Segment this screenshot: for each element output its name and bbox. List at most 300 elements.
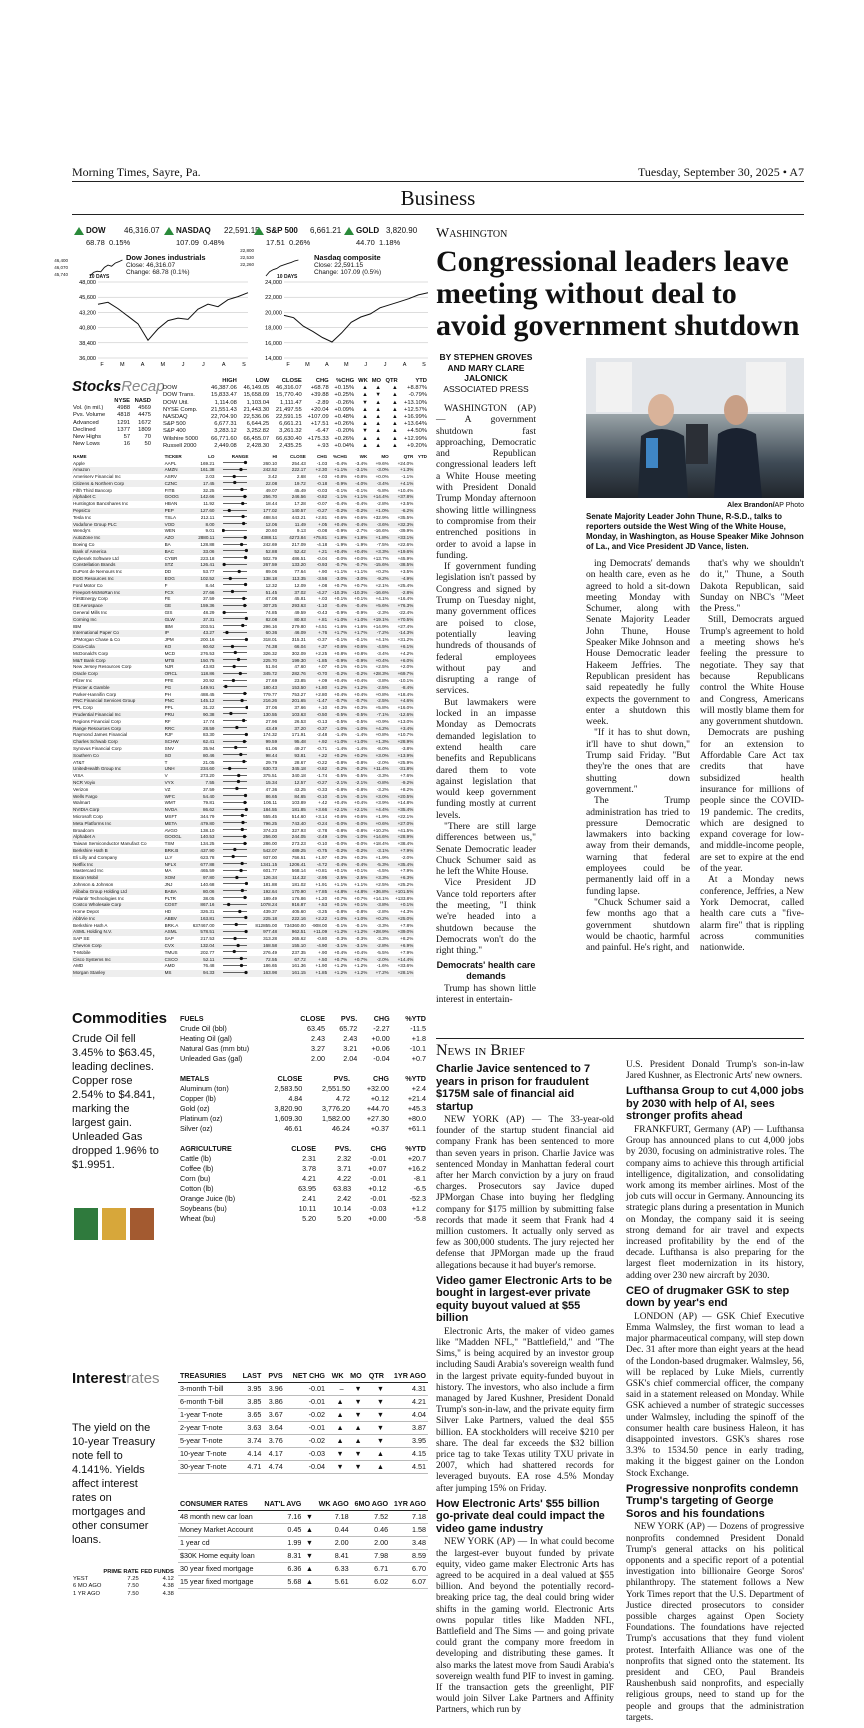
cell: V: [164, 773, 168, 779]
cell: +14.8%: [397, 800, 414, 806]
stock-row: [72, 929, 428, 936]
cell: -0.26%: [335, 399, 355, 406]
column-header: [303, 1498, 315, 1511]
x-tick-label: J: [202, 362, 205, 368]
cell: +2.1%: [375, 582, 389, 588]
cell: XOM: [164, 875, 187, 882]
stock-row: [72, 868, 428, 875]
consumer-rate-row: [178, 1537, 428, 1550]
cell: +4.51: [315, 623, 328, 629]
cell: 49.27: [294, 745, 306, 751]
cell: ▲: [391, 399, 398, 406]
cell: 66.04: [278, 644, 307, 651]
cell: +.90: [318, 949, 328, 955]
cell: 242.52: [249, 467, 278, 474]
cell: 796.25: [249, 820, 278, 827]
cell: +4.50%: [407, 428, 427, 435]
nas-box-title: Nasdaq composite: [314, 253, 381, 262]
cell: AMZN: [164, 467, 187, 474]
cell: +0.1%: [390, 902, 415, 909]
cell: -0.2%: [348, 508, 368, 515]
cell: -0.4%: [355, 501, 368, 507]
cell: 3.87: [386, 1422, 428, 1435]
cell: +0.2%: [368, 915, 389, 922]
stock-row: [72, 630, 428, 637]
cell: -38.5%: [390, 562, 415, 569]
range-bar: [215, 596, 249, 603]
commodity-row: [178, 1164, 428, 1174]
x-tick-label: S: [422, 362, 426, 368]
cell: 340.18: [291, 773, 306, 779]
volume-row: [72, 427, 152, 434]
cell: 6.36: [260, 1563, 303, 1576]
cell: 2,435.25: [279, 442, 302, 449]
range-bar: [215, 480, 249, 487]
cell: 345.72: [249, 671, 278, 678]
cell: ▼: [327, 1448, 346, 1461]
cell: +1.0%: [348, 616, 368, 623]
cell: 153.50: [278, 684, 307, 691]
cell: Cyberark Software Ltd: [73, 555, 119, 561]
dow-box: [126, 254, 206, 277]
cell: ▲: [375, 421, 382, 428]
cell: 46,316.07: [275, 385, 302, 392]
spark-chg: 107.09: [176, 238, 199, 247]
cell: +0.4%: [328, 521, 348, 528]
cell: +16.0%: [397, 705, 414, 711]
cell: 161.38: [187, 467, 216, 474]
index-line: [284, 293, 428, 342]
spark-value: 3,820.90: [386, 226, 418, 235]
cell: -9.2%: [368, 576, 389, 583]
cell: -0.2%: [328, 671, 348, 678]
cell: IBM: [164, 623, 173, 629]
cell: ▲: [327, 1396, 346, 1409]
cell: +19.1%: [368, 616, 389, 623]
cell: -2.8%: [368, 943, 389, 950]
cell: -4.5%: [376, 868, 389, 874]
nas-box-close: Close: 22,591.15: [314, 261, 364, 269]
cell: Meta Platforms Inc: [72, 820, 164, 827]
cell: Wendy's: [73, 528, 91, 534]
cell: +1.6%: [334, 623, 348, 629]
photo-caption: Senate Majority Leader John Thune, R-S.D., talks to reporters outside the West Wing of the White House, Monday, in Washington, as House Speaker Mike Johnson of La., and Vice President JD Vance, listen.: [586, 512, 804, 551]
cell: Microsoft Corp: [73, 813, 103, 819]
oil-drum-icon: [74, 1208, 98, 1240]
cell: -0.3%: [355, 936, 368, 942]
cell: M&T Bank Corp: [72, 657, 164, 664]
cell: 181.88: [263, 881, 278, 887]
range-bar: [215, 542, 249, 549]
article-col-2: [586, 559, 690, 954]
cell: -0.4%: [348, 603, 368, 610]
cell: 225.18: [249, 915, 278, 922]
column-header: CONSUMER RATES: [178, 1498, 260, 1511]
cell: ▲: [375, 442, 382, 449]
column-header: %CHG: [332, 454, 348, 459]
cell: -3.0%: [348, 576, 368, 583]
cell: 7.25: [127, 1576, 139, 1583]
cell: +.08: [318, 582, 328, 588]
range-bar: [215, 861, 249, 868]
cell: ▼: [362, 428, 368, 435]
x-tick-label: J: [181, 362, 185, 368]
x-tick-label: J: [383, 362, 387, 368]
column-header: NET CHG: [285, 1370, 327, 1383]
cell: -0.22: [316, 759, 328, 765]
cell: -4.18: [316, 542, 328, 548]
range-bar: [215, 807, 249, 814]
cell: Broadcom: [73, 827, 94, 833]
cell: 4.04: [386, 1409, 428, 1422]
cell: ▲: [362, 442, 368, 449]
column-header: MO: [381, 454, 389, 459]
cell: 3.67: [263, 1409, 284, 1422]
prime-row: [72, 1583, 175, 1590]
cell: 200.16: [200, 637, 215, 643]
cell: PG: [164, 684, 187, 691]
stock-row: [72, 807, 428, 814]
cell: +.09: [318, 678, 328, 683]
cell: -0.5%: [328, 711, 348, 718]
cell: Range Resources Corp: [72, 725, 164, 732]
cell: +0.26%: [334, 435, 355, 442]
cell: 149.91: [187, 684, 216, 691]
cell: 80.06: [187, 888, 216, 895]
cell: AbbVie Inc: [72, 915, 164, 922]
cell: 98.44: [249, 752, 278, 759]
cell: -0.1%: [335, 637, 348, 643]
cell: PPL Corp: [73, 705, 93, 711]
cell: 734360.00: [284, 922, 306, 928]
commodity-row: [178, 1214, 428, 1224]
column-header: PVS.: [334, 1144, 352, 1153]
cell: -0.2%: [348, 847, 368, 854]
range-bar: [215, 521, 249, 528]
cell: ▲: [391, 414, 398, 421]
cell: +1.1%: [328, 467, 348, 474]
article-col-3: [700, 559, 804, 954]
cell: -0.2%: [328, 766, 348, 773]
cell: 4.51: [386, 1461, 428, 1474]
cell: 3,261.32: [279, 428, 302, 435]
cell: PepsiCo: [72, 508, 164, 515]
cell: +4.6%: [390, 698, 415, 705]
cell: 479.80: [187, 820, 216, 827]
range-bar: [215, 678, 249, 685]
cell: 168.58: [249, 943, 278, 950]
cell: 61.06: [265, 745, 278, 751]
cell: -1.0%: [348, 834, 368, 841]
cell: +3.4%: [390, 725, 415, 732]
cell: 753.27: [291, 691, 306, 697]
column-header: WK: [327, 1370, 346, 1383]
cell: Natural Gas (mm btu): [180, 1044, 250, 1053]
spark-chg: 68.78: [86, 238, 105, 247]
cell: 867.16: [187, 902, 216, 909]
cell: 47.60: [294, 664, 306, 670]
cell: 8.31: [260, 1550, 303, 1563]
cell: +28.9%: [390, 834, 415, 841]
cell: Regions Financial Corp: [73, 718, 121, 724]
cell: 15,770.40: [275, 392, 302, 399]
cell: 242.69: [263, 542, 278, 548]
cell: +16.2: [407, 1164, 426, 1173]
range-bar: [215, 841, 249, 848]
cell: 5.20: [302, 1214, 317, 1223]
cell: 3.64: [263, 1422, 284, 1435]
cell: +1.80: [307, 684, 328, 691]
cell: -3.3%: [376, 936, 389, 942]
cell: +0.4%: [354, 678, 368, 683]
cell: SO: [164, 752, 187, 759]
cell: +27.30: [366, 1114, 390, 1123]
stock-row: [72, 460, 428, 467]
cell: +33.6%: [397, 963, 414, 969]
article-paragraph: Still, Democrats argued Trump's agreement to hold a meeting shows he's feeling the pressure to negotiate. They say that because Republicans control the White House and Congress, Americans will mostly blame them for any government shutdown.: [700, 615, 804, 728]
cell: -3.1%: [368, 847, 389, 854]
cell: 127.60: [187, 508, 216, 515]
cell: +10.7%: [397, 732, 414, 738]
x-tick-label: A: [402, 362, 407, 368]
cell: WFC: [164, 793, 187, 800]
cell: 10.14: [333, 1204, 352, 1213]
cell: 3-month T-bill: [178, 1383, 237, 1396]
cell: BA: [164, 542, 171, 548]
cell: -1.10: [307, 603, 328, 610]
cell: 37.59: [202, 596, 215, 602]
cell: +0.0%: [375, 474, 389, 480]
cell: -0.7%: [328, 698, 348, 705]
cell: 779.77: [263, 691, 278, 697]
stock-row: [72, 644, 428, 651]
range-bar: [215, 793, 249, 800]
cell: 93.81: [278, 752, 307, 759]
stock-row: [72, 800, 428, 807]
cell: 163.81: [187, 915, 216, 922]
column-header: RANGE: [231, 454, 249, 459]
cell: -0.01: [370, 1154, 387, 1163]
cell: +4.1%: [390, 480, 415, 487]
cell: Declined: [73, 426, 96, 433]
range-bar: [215, 576, 249, 583]
cell: Orange Juice (lb): [180, 1194, 236, 1203]
cell: -0.75: [307, 847, 328, 854]
treasury-row: [178, 1409, 428, 1422]
brief-paragraph: NEW YORK (AP) — The 33-year-old founder of the startup student financial aid company Frank has been sentenced to more than seven years in prison. Charlie Javice was sentenced Monday in Manhattan federal court after her March conviction by a jury on fraud charges. Prosecutors say Javice duped JPMorgan Chase into buying her fledgling company for $175 million by submitting false records that made it seem that Frank had 4 million customers. It actually only served as few as 300,000 students. The jury rejected her defense that JPMorgan made up the fraud allegations because it had buyer's remorse.: [436, 1115, 614, 1271]
cell: Ford Motor Co: [73, 582, 103, 588]
cell: 6.71: [351, 1563, 390, 1576]
cell: -3.3%: [376, 773, 389, 779]
cell: +0.2%: [348, 752, 368, 759]
cell: 19.72: [278, 480, 307, 487]
cell: +.76: [307, 630, 328, 637]
cell: +80.0: [407, 1114, 426, 1123]
column-header: PVS.: [340, 1014, 358, 1023]
stock-row: [72, 725, 428, 732]
cell: 2.04: [343, 1054, 358, 1063]
brief-paragraph: FRANKFURT, Germany (AP) — Lufthansa Group has announced plans to cut 4,000 jobs by 2030, focusing on administrative roles. The company aims to achieve this through artificial intelligence, digitalization, and consolidating work among its member airlines. Most of the job cuts will occur in Germany. Announcing its strategic plans during a presentation in Munich on Monday, the company said it is seeing strong demand for air travel and expects increased profitability by the end of the decade. Lufthansa is also preparing for the largest fleet modernization in its history, adding over 230 new aircraft by 2030.: [626, 1124, 804, 1281]
cell: +1.90: [315, 963, 328, 969]
cell: -0.8%: [355, 827, 368, 833]
cell: 12.06: [249, 521, 278, 528]
cell: Cattle (lb): [180, 1154, 212, 1163]
cell: -0.33: [316, 786, 328, 792]
cell: Alphabet A: [72, 834, 164, 841]
y-tick-label: 24,000: [265, 280, 282, 286]
article-paragraph: Vice President JD Vance told reporters after the meeting, "I think we're headed into a shutdown because the Democrats won't do the right thing.": [436, 878, 536, 957]
cell: ▼: [327, 1461, 346, 1474]
cell: -1.4%: [355, 732, 368, 738]
cell: +6.9%: [390, 943, 415, 950]
cell: +.53: [307, 902, 328, 909]
cell: Cotton (lb): [180, 1184, 214, 1193]
cell: Wells Fargo: [72, 793, 164, 800]
range-bar: [215, 487, 249, 494]
cell: AT&T: [73, 759, 85, 765]
cell: 7.16: [260, 1511, 303, 1524]
spark-pct: 1.18%: [378, 238, 401, 247]
cell: -1.74: [316, 773, 328, 779]
cell: +18.4%: [397, 691, 414, 697]
cell: 1,111.47: [279, 399, 302, 406]
range-bar: [215, 637, 249, 644]
cell: GE Aerospace: [72, 603, 164, 610]
cell: 28.59: [187, 725, 216, 732]
cell: 150.75: [187, 657, 216, 664]
cell: 3,776.20: [322, 1104, 350, 1113]
cell: 977.48: [249, 929, 278, 936]
cell: NYSE Comp.: [163, 406, 198, 413]
range-bar: [215, 555, 249, 562]
section-title: Business: [72, 186, 804, 215]
cell: 3.21: [343, 1044, 358, 1053]
cell: +101.5%: [390, 888, 415, 895]
prime-table: PRIME RATE FED FUNDS YEST 7.25 4.12 6 MO AGO 7.50 4.38 1 YR AGO 7.50 4.38: [73, 1569, 174, 1597]
cell: +1.0%: [348, 739, 368, 746]
cell: HD: [164, 909, 172, 915]
cell: +.03: [318, 596, 328, 602]
cell: ▼: [362, 399, 368, 406]
cell: 542.07: [249, 847, 278, 854]
cell: AZO: [164, 535, 187, 542]
cell: -0.0%: [348, 820, 368, 827]
cell: 2.00: [315, 1537, 351, 1550]
brief-paragraph: NEW YORK (AP) — Dozens of progressive nonprofits condemned President Donald Trump's general attacks on his political opponents and a specific report of a potential investigation into billionaire George Soros' philanthropy. The statement follows a New York Times report that the U.S. Department of Justice directed prosecutors to consider possible charges against Open Society Foundations. The foundations have rejected Trump's accusations that they fund violent protest. Interfaith Alliance was one of the nonprofits that signed onto the statement. Its president and CEO, Paul Brandeis Raushenbush said nonprofits, and especially religious groups, need to stand up for the people and groups that the administration targets.: [626, 1522, 804, 1723]
range-bar: [215, 820, 249, 827]
cell: ▼: [346, 1448, 364, 1461]
cell: -5.5%: [376, 949, 389, 955]
column-header: CLOSE: [277, 1074, 303, 1083]
cell: ▲: [375, 406, 382, 413]
cell: +0.8%: [354, 474, 368, 480]
cell: -0.5%: [335, 718, 348, 724]
column-header: CHG: [370, 1144, 387, 1153]
cell: -3.0%: [328, 576, 348, 583]
cell: Russell 2000: [163, 442, 197, 449]
cell: 161.36: [291, 963, 306, 969]
cell: WMT: [164, 800, 176, 806]
cell: -0.27: [307, 508, 328, 515]
stock-row: [72, 847, 428, 854]
cell: Mastercard Inc: [73, 868, 104, 874]
group-name: FUELS: [180, 1014, 204, 1023]
cell: +1.8%: [368, 535, 389, 542]
cell: 222.16: [278, 915, 307, 922]
cell: +14.4%: [390, 956, 415, 963]
cell: -0.8%: [335, 909, 348, 915]
cell: 2.00: [311, 1054, 326, 1063]
cell: +1.7%: [328, 630, 348, 637]
cell: +1.0%: [348, 915, 368, 922]
cell: 51.45: [249, 589, 278, 596]
article-paragraph: WASHINGTON (AP) — A government shutdown fast approaching, Democratic and Republican congressional leaders left a White House meeting with President Donald Trump Monday afternoon showing little willingness to compromise from their entrenched positions in order to avoid a lapse in funding.: [436, 404, 536, 561]
cell: 4.74: [263, 1461, 284, 1474]
column-header: %YTD: [405, 1144, 426, 1153]
index-line: [98, 293, 248, 341]
cell: -0.4%: [335, 501, 348, 507]
cell: 2.31: [302, 1154, 317, 1163]
cell: ▲: [364, 1448, 386, 1461]
cell: 1 year cd: [178, 1537, 260, 1550]
cell: -1.85: [307, 657, 328, 664]
commodity-row: [178, 1194, 428, 1204]
cell: 27.96: [265, 718, 278, 724]
cell: 2.42: [337, 1194, 352, 1203]
cell: +18.4%: [373, 841, 389, 847]
cell: +.22: [307, 752, 328, 759]
cell: ▲: [391, 392, 398, 399]
commodity-table: [178, 1144, 428, 1224]
cell: -8.0%: [376, 745, 389, 751]
cell: Platinum (oz): [180, 1114, 223, 1123]
cell: 7.98: [351, 1550, 390, 1563]
cell: 161.15: [278, 970, 307, 977]
cell: 344.79: [200, 813, 215, 819]
range-bar: [215, 922, 249, 929]
stock-row: [72, 786, 428, 793]
cell: 52.88: [249, 548, 278, 555]
range-bar: [215, 528, 249, 535]
cell: DD: [164, 569, 172, 575]
cell: +.42: [318, 800, 328, 806]
cell: +4.4%: [368, 807, 389, 814]
cell: ▲: [362, 406, 368, 413]
stock-row: [72, 834, 428, 841]
cell: PNC: [164, 698, 187, 705]
range-bar: [215, 569, 249, 576]
stock-row: [72, 691, 428, 698]
cell: 4.21: [386, 1396, 428, 1409]
cell: +69.7%: [390, 671, 415, 678]
cell: +6.0%: [390, 657, 415, 664]
cell: +45.3: [407, 1104, 426, 1113]
cell: -0.2%: [348, 766, 368, 773]
commodity-table: [178, 1014, 428, 1064]
cell: ▲: [327, 1422, 346, 1435]
brief-headline: CEO of drugmaker GSK to step down by year's end: [626, 1284, 790, 1310]
cell: Home Depot: [73, 909, 99, 915]
cell: 217.53: [200, 936, 215, 942]
cell: 82.08: [249, 616, 278, 623]
cell: -0.93: [307, 562, 328, 569]
cell: ▲: [391, 385, 398, 392]
cell: 2.41: [302, 1194, 317, 1203]
cell: 578.51: [187, 929, 216, 936]
range-bar: [215, 657, 249, 664]
cell: YEST: [73, 1576, 89, 1583]
cell: -0.80: [316, 936, 328, 942]
